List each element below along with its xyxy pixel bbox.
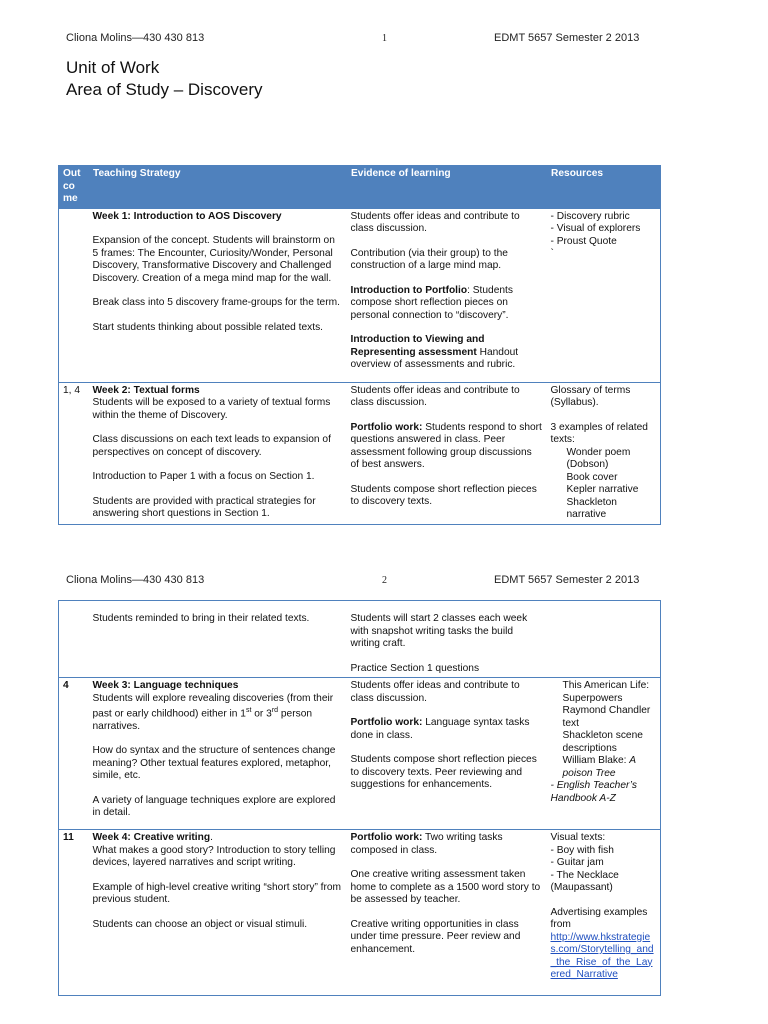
week2-outcome: 1, 4 xyxy=(59,382,89,524)
week2-evidence-continued: Students will start 2 classes each week with snapshot writing tasks the build writing craft. Practice Section 1 questions xyxy=(350,613,528,674)
header-course: EDMT 5657 Semester 2 2013 xyxy=(494,574,640,586)
table-row-week-1 xyxy=(59,208,661,382)
header-author: Cliona Molins—430 430 813 xyxy=(66,32,205,44)
week3-strategy: Week 3: Language techniques Students will explore revealing discoveries (from their past or early childhood) either in 1st or 3rd person narratives. How do syntax and the structure of sentences change meaning? Other textual features explored, metaphor, simile, etc. A variety of language techniques explore are explored in detail. xyxy=(89,678,347,830)
week4-title: Week 4: Creative writing. xyxy=(92,832,213,843)
unit-table-page-1 xyxy=(58,165,661,525)
week1-resources: - Discovery rubric - Visual of explorers - Proust Quote ` xyxy=(547,208,661,382)
header-course: EDMT 5657 Semester 2 2013 xyxy=(494,32,640,44)
week1-outcome xyxy=(59,208,89,382)
week3-title: Week 3: Language techniques xyxy=(92,680,239,691)
unit-table-page-2 xyxy=(58,600,661,996)
header-author: Cliona Molins—430 430 813 xyxy=(66,574,205,586)
header-evidence: Evidence of learning xyxy=(347,166,547,209)
week4-resources: Visual texts: - Boy with fish - Guitar jam - The Necklace (Maupassant) Advertising examples from http://www.hkstrategies.com/Storytelling_and_the_Rise_of_the_Layered_Narrative xyxy=(547,830,661,996)
week1-title: Week 1: Introduction to AOS Discovery xyxy=(92,210,282,222)
header-resources: Resources xyxy=(547,166,661,209)
week1-evidence: Students offer ideas and contribute to class discussion. Contribution (via their group) to the construction of a large mind map. Introduction to Portfolio: Students compose short reflection pieces on personal connection to “discovery”. Introduction to Viewing and Representing assessment Handout overview of assessments and rubric. xyxy=(347,208,547,382)
table-row-week-4 xyxy=(59,830,661,996)
table-header-row xyxy=(59,166,661,209)
week4-evidence: Portfolio work: Two writing tasks composed in class. One creative writing assessment taken home to complete as a 1500 word story to be assessed by teacher. Creative writing opportunities in class under time pressure. Peer review and enhancement. xyxy=(347,830,547,996)
week1-strategy: Week 1: Introduction to AOS Discovery Expansion of the concept. Students will brainstorm on 5 frames: The Encounter, Curiosity/Wonder, Personal Discovery, Transformative Discovery and Challenged Discovery. Creation of a mega mind map for the wall. Break class into 5 discovery frame-groups for the term. Start students thinking about possible related texts. xyxy=(89,208,347,382)
table-row-week-2 xyxy=(59,382,661,524)
document-title xyxy=(66,57,263,101)
week2-strategy-continued: Students reminded to bring in their related texts. xyxy=(92,613,310,624)
header-teaching-strategy: Teaching Strategy xyxy=(89,166,347,209)
storytelling-link[interactable]: http://www.hkstrategies.com/Storytelling_and_the_Rise_of_the_Layered_Narrative xyxy=(550,931,654,980)
week4-outcome: 11 xyxy=(59,830,89,996)
table-row-week-3 xyxy=(59,678,661,830)
week3-outcome: 4 xyxy=(59,678,89,830)
title-line-2: Area of Study – Discovery xyxy=(66,80,263,99)
table-row-week-2-continued xyxy=(59,601,661,678)
week3-evidence: Students offer ideas and contribute to class discussion. Portfolio work: Language syntax tasks done in class. Students compose short reflection pieces to discovery texts. Peer reviewing and suggestions for enhancements. xyxy=(347,678,547,830)
header-page-number: 2 xyxy=(382,575,387,586)
header-page-number: 1 xyxy=(382,33,387,44)
week3-resources: This American Life: Superpowers Raymond Chandler text Shackleton scene descriptions William Blake: A poison Tree - English Teacher’s Handbook A-Z xyxy=(547,678,661,830)
week2-title: Week 2: Textual forms xyxy=(92,384,200,396)
title-line-1: Unit of Work xyxy=(66,58,160,77)
week2-strategy: Week 2: Textual forms Students will be exposed to a variety of textual forms within the theme of Discovery. Class discussions on each text leads to expansion of perspectives on concept of discovery. Introduction to Paper 1 with a focus on Section 1. Students are provided with practical strategies for answering short questions in Section 1. xyxy=(89,382,347,524)
week2-resources: Glossary of terms (Syllabus). 3 examples of related texts: Wonder poem (Dobson) Book cover Kepler narrative Shackleton narrative xyxy=(547,382,661,524)
week4-strategy: Week 4: Creative writing. What makes a good story? Introduction to story telling devices, layered narratives and script writing. Example of high-level creative writing “short story” from previous student. Students can choose an object or visual stimuli. xyxy=(89,830,347,996)
header-outcome: Out co me xyxy=(59,166,89,209)
week2-evidence: Students offer ideas and contribute to class discussion. Portfolio work: Students respond to short questions answered in class. Peer assessment following group discussions of best answers. Students compose short reflection pieces to discovery texts. xyxy=(347,382,547,524)
